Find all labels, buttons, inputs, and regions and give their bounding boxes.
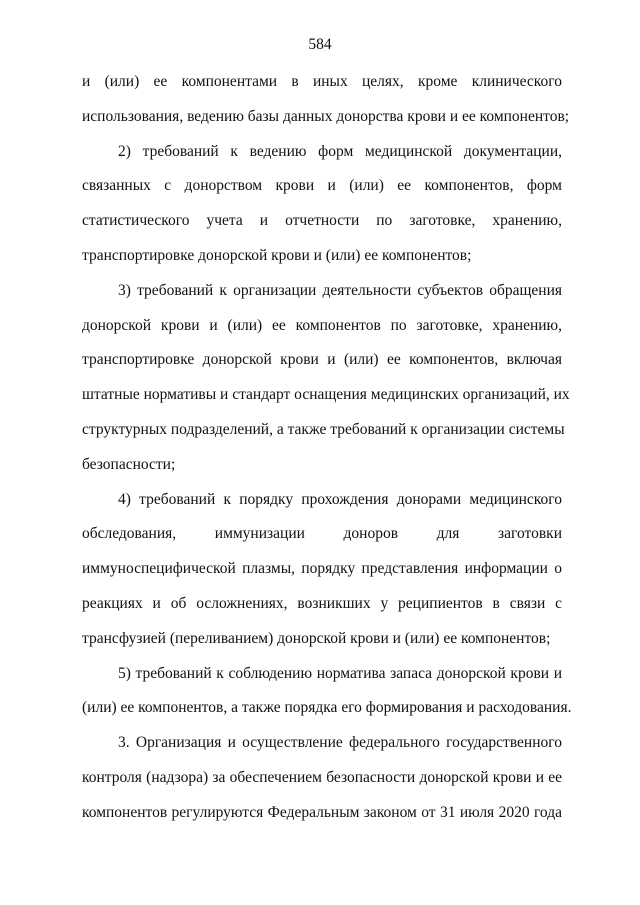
- text-line: 4) требований к порядку прохождения донорами медицинского: [118, 490, 562, 508]
- text-line: 5) требований к соблюдению норматива запаса донорской крови и: [118, 664, 562, 682]
- text-line: статистического учета и отчетности по заготовке, хранению,: [82, 212, 562, 230]
- text-line: использования, ведению базы данных донорства крови и ее компонентов;: [82, 107, 570, 125]
- document-body: [82, 71, 572, 837]
- text-line: транспортировке донорской крови и (или) ее компонентов;: [82, 246, 472, 264]
- text-line: транспортировке донорской крови и (или) ее компонентов, включая: [82, 351, 562, 369]
- text-line: донорской крови и (или) ее компонентов по заготовке, хранению,: [82, 316, 562, 334]
- text-line: штатные нормативы и стандарт оснащения медицинских организаций, их: [82, 386, 570, 404]
- text-line: 2) требований к ведению форм медицинской документации,: [118, 142, 562, 160]
- text-line: 3. Организация и осуществление федерального государственного: [118, 734, 562, 752]
- text-line: реакциях и об осложнениях, возникших у реципиентов в связи с: [82, 594, 562, 612]
- text-line: 3) требований к организации деятельности субъектов обращения: [118, 281, 562, 299]
- text-line: связанных с донорством крови и (или) ее компонентов, форм: [82, 177, 562, 195]
- text-line: контроля (надзора) за обеспечением безопасности донорской крови и ее: [82, 768, 562, 786]
- text-line: компонентов регулируются Федеральным законом от 31 июля 2020 года: [82, 803, 562, 821]
- text-line: и (или) ее компонентами в иных целях, кроме клинического: [82, 73, 562, 90]
- text-line: безопасности;: [82, 455, 176, 473]
- text-line: обследования, иммунизации доноров для заготовки: [82, 525, 562, 543]
- text-line: (или) ее компонентов, а также порядка его формирования и расходования.: [82, 699, 572, 717]
- text-line: структурных подразделений, а также требований к организации системы: [82, 420, 565, 438]
- text-line: иммуноспецифической плазмы, порядку представления информации о: [82, 560, 562, 578]
- page-number: 584: [308, 36, 332, 53]
- text-line: трансфузией (переливанием) донорской крови и (или) ее компонентов;: [82, 629, 551, 647]
